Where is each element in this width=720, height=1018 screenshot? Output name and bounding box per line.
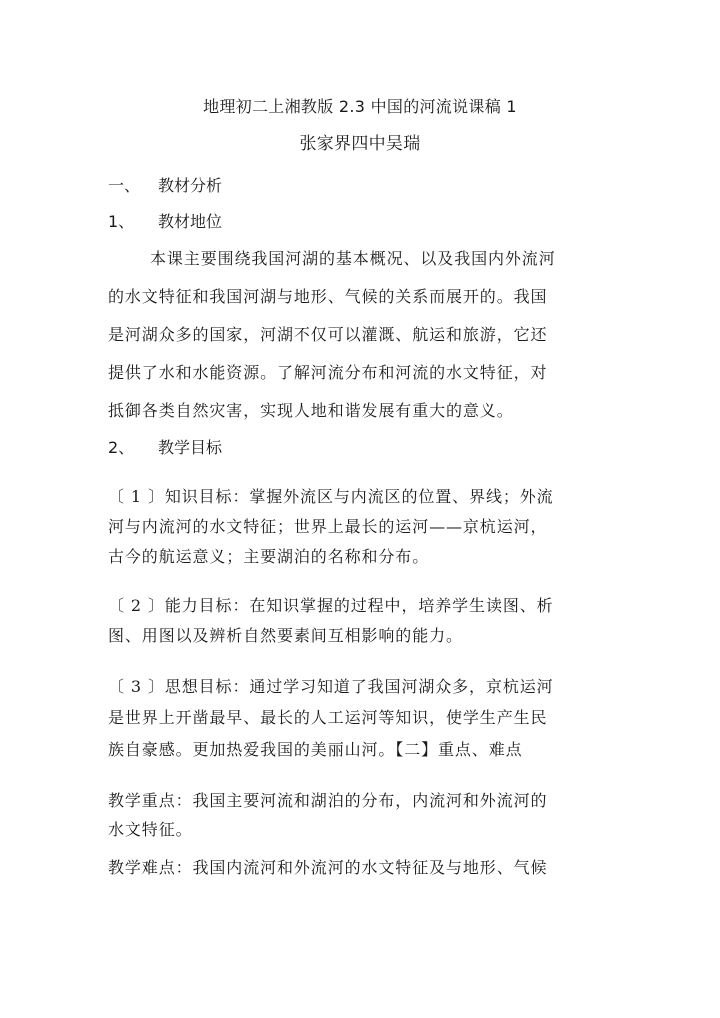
document-author: 张家界四中吴瑞: [299, 134, 421, 154]
difficulties-line: 教学难点：我国内流河和外流河的水文特征及与地形、气候: [108, 858, 548, 877]
document-title: 地理初二上湘教版 2.3 中国的河流说课稿 1: [203, 97, 517, 116]
paragraph-line: 的水文特征和我国河湖与地形、气候的关系而展开的。我国: [108, 287, 548, 306]
key-points-line: 教学重点：我国主要河流和湖泊的分布，内流河和外流河的: [108, 791, 548, 810]
goal-3-line: 〔 3 〕思想目标：通过学习知道了我国河湖众多，京杭运河: [108, 677, 554, 696]
goal-3-line: 是世界上开凿最早、最长的人工运河等知识，使学生产生民: [108, 708, 548, 727]
goal-1-line: 河与内流河的水文特征；世界上最长的运河——京杭运河，: [108, 517, 548, 536]
subsection-2-number: 2、: [108, 438, 135, 457]
subsection-1-number: 1、: [108, 212, 135, 231]
paragraph-line: 本课主要围绕我国河湖的基本概况、以及我国内外流河: [150, 249, 556, 268]
goal-2-line: 〔 2 〕能力目标：在知识掌握的过程中，培养学生读图、析: [108, 596, 554, 615]
subsection-1-heading: 教材地位: [158, 212, 223, 231]
goal-1-line: 〔 1 〕知识目标：掌握外流区与内流区的位置、界线；外流: [108, 487, 554, 506]
paragraph-line: 抵御各类自然灾害，实现人地和谐发展有重大的意义。: [108, 401, 514, 420]
paragraph-line: 提供了水和水能资源。了解河流分布和河流的水文特征，对: [108, 363, 548, 382]
goal-2-line: 图、用图以及辨析自然要素间互相影响的能力。: [108, 626, 463, 645]
key-points-line: 水文特征。: [108, 820, 193, 839]
paragraph-line: 是河湖众多的国家，河湖不仅可以灌溉、航运和旅游，它还: [108, 325, 548, 344]
section-1-heading: 教材分析: [158, 176, 223, 195]
goal-1-line: 古今的航运意义；主要湖泊的名称和分布。: [108, 547, 430, 566]
goal-3-line: 族自豪感。更加热爱我国的美丽山河。【二】重点、难点: [108, 740, 523, 759]
section-1-number: 一、: [108, 176, 141, 195]
subsection-2-heading: 教学目标: [158, 438, 223, 457]
